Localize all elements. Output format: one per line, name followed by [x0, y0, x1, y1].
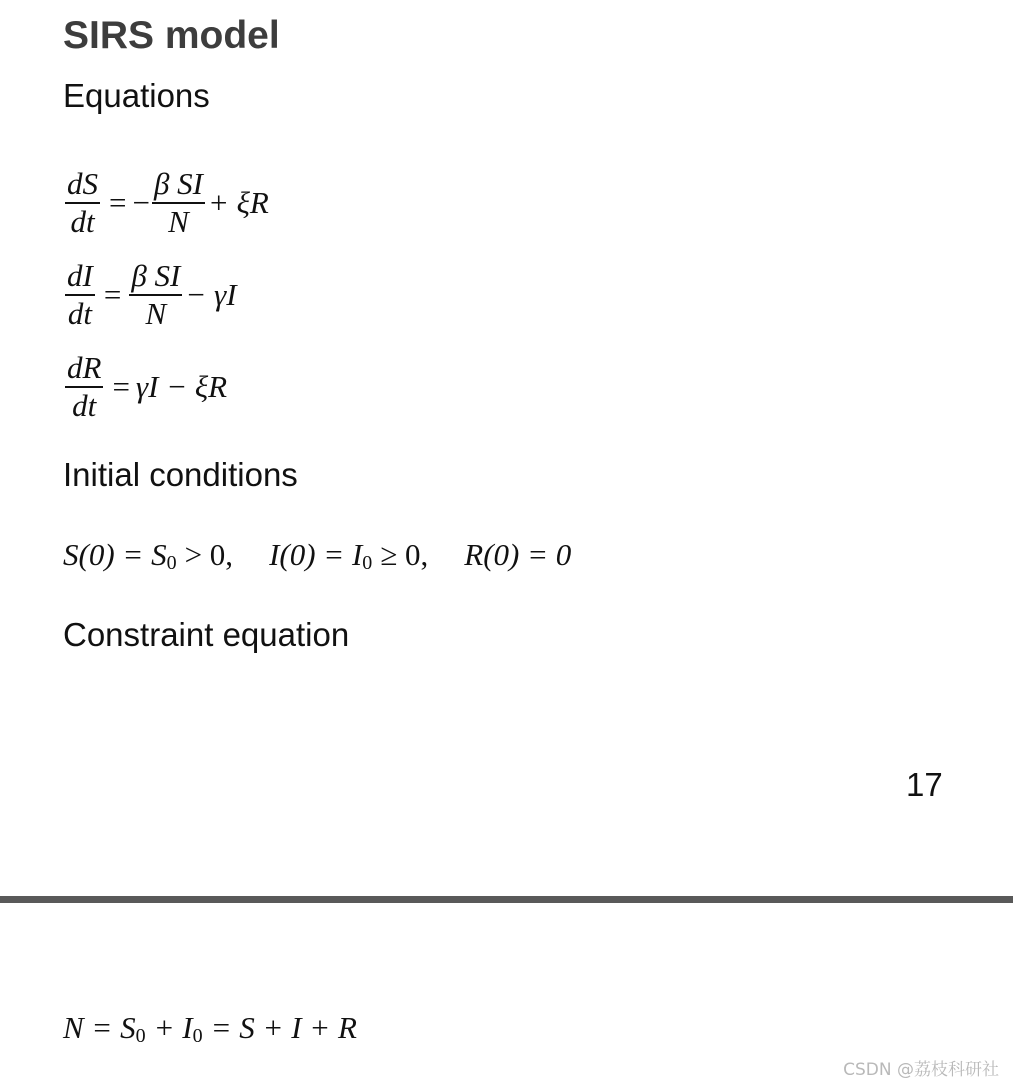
infection-term-numerator: β SI: [129, 258, 182, 296]
ds-tail-term: + ξR: [207, 185, 269, 220]
slide-divider: [0, 896, 1013, 903]
equals-sign: =: [109, 185, 127, 220]
equation-di-dt: [63, 258, 237, 332]
constraint-heading: Constraint equation: [63, 616, 350, 653]
constraint-part-1: N = S: [63, 1010, 136, 1045]
dr-dt-fraction: [65, 350, 103, 424]
infection-term-fraction: [129, 258, 182, 332]
infection-term-numerator: β SI: [152, 166, 205, 204]
dr-numerator: dR: [65, 350, 103, 388]
initial-conditions-heading: Initial conditions: [63, 456, 298, 493]
equals-sign: =: [112, 369, 130, 404]
i-inequality: ≥ 0,: [380, 537, 429, 572]
minus-sign: −: [132, 185, 150, 220]
constraint-subscript-1: 0: [135, 1024, 146, 1047]
infection-term-denominator: N: [145, 296, 167, 331]
infection-term-denominator: N: [168, 204, 189, 239]
dr-denominator: dt: [72, 388, 97, 423]
s-initial-condition: S(0) = S: [63, 537, 167, 572]
slide-title: SIRS model: [63, 14, 280, 57]
equations-heading: Equations: [63, 77, 210, 114]
constraint-part-3: = S + I + R: [210, 1010, 357, 1045]
equals-sign: =: [103, 277, 122, 312]
infection-term-fraction: [152, 166, 205, 240]
equation-dr-dt: [63, 350, 227, 424]
ds-dt-fraction: [65, 166, 100, 240]
constraint-part-2: + I: [153, 1010, 193, 1045]
di-dt-fraction: [65, 258, 95, 332]
constraint-subscript-2: 0: [192, 1024, 203, 1047]
ds-denominator: dt: [70, 204, 95, 239]
initial-conditions-equation: [63, 537, 571, 573]
di-denominator: dt: [67, 296, 92, 331]
page-number: 17: [906, 766, 943, 803]
equation-ds-dt: [63, 166, 269, 240]
ds-numerator: dS: [65, 166, 100, 204]
s-inequality: > 0,: [184, 537, 234, 572]
dr-rhs: γI − ξR: [135, 369, 228, 404]
i-initial-condition: I(0) = I: [269, 537, 363, 572]
constraint-equation: [63, 1010, 357, 1046]
di-numerator: dI: [65, 258, 95, 296]
s-subscript: 0: [166, 551, 177, 574]
di-tail-term: − γI: [185, 277, 237, 312]
i-subscript: 0: [362, 551, 373, 574]
watermark: CSDN @荔枝科研社: [843, 1060, 999, 1080]
r-initial-condition: R(0) = 0: [464, 537, 572, 572]
